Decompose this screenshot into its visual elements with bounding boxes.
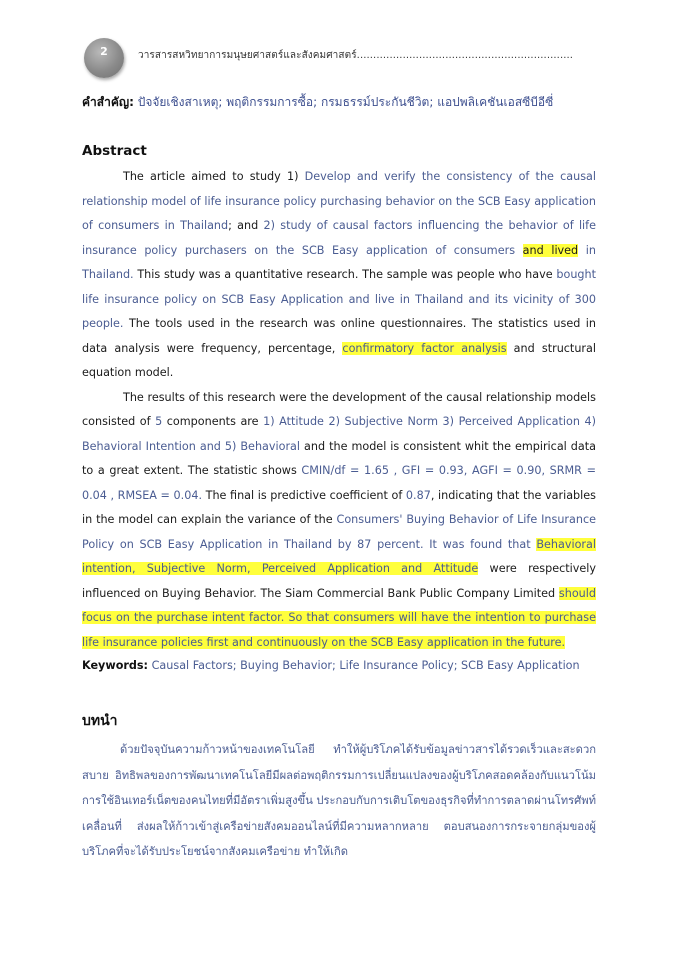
abstract-text: 2) study of causal factors influencing the behavior of life insurance policy purchasers on the SCB Easy application of consumers	[82, 219, 596, 257]
english-keywords	[82, 659, 580, 672]
abstract-paragraph-1	[82, 165, 596, 386]
thai-keywords-label: คำสำคัญ:	[82, 95, 134, 109]
abstract-text: Consumers' Buying Behavior of Life Insurance Policy on SCB Easy Application in Thailand by 87 percent. It was found that	[82, 513, 596, 551]
page-number: 2	[100, 45, 108, 58]
abstract-text: components are	[162, 415, 264, 428]
highlighted-text: should focus on the purchase intent factor. So that consumers will have the intention to purchase life insurance policies first and continuously on the SCB Easy application in the future.	[82, 586, 596, 649]
abstract-text: 0.87	[405, 488, 431, 502]
keywords-value: Causal Factors; Buying Behavior; Life Insurance Policy; SCB Easy Application	[151, 659, 580, 672]
abstract-body	[82, 165, 596, 655]
abstract-text: and structural equation model.	[82, 341, 596, 379]
thai-keywords-value: ปัจจัยเชิงสาเหตุ; พฤติกรรมการซื้อ; กรมธรรม์ประกันชีวิต; แอปพลิเคชันเอสซีบีอีซี่	[137, 95, 554, 109]
introduction-paragraph: ด้วยปัจจุบันความก้าวหน้าของเทคโนโลยี ทำให้ผู้บริโภคได้รับข้อมูลข่าวสารได้รวดเร็วและสะดวกสบาย อิทธิพลของการพัฒนาเทคโนโลยีมีผลต่อพฤติกรรมการเปลี่ยนแปลงของผู้บริโภคสอดคล้องกับแนวโน้มการใช้อินเทอร์เน็ตของคนไทยที่มีอัตราเพิ่มสูงขึ้น ประกอบกับการเติบโตของธุรกิจที่ทำการตลาดผ่านโทรศัพท์เคลื่อนที่ ส่งผลให้ก้าวเข้าสู่เครือข่ายสังคมออนไลน์ที่มีความหลากหลาย ตอบสนองการกระจายกลุ่มของผู้บริโภคที่จะได้รับประโยชน์จากสังคมเครือข่าย ทำให้เกิด	[82, 743, 597, 858]
abstract-text: , indicating that the variables in the model can explain the variance of the	[82, 488, 596, 526]
abstract-text: bought life insurance policy on SCB Easy Application and live in Thailand and its vicinity of 300 people.	[82, 268, 596, 330]
abstract-text: in Thailand.	[82, 243, 596, 281]
thai-keywords	[82, 93, 622, 112]
abstract-text: The final is predictive coefficient of	[202, 488, 406, 502]
abstract-text: ; and	[228, 219, 264, 232]
abstract-text: This study was a quantitative research. The sample was people who have	[133, 268, 557, 281]
highlighted-text: confirmatory factor analysis	[342, 341, 507, 355]
abstract-text: The article aimed to study 1)	[123, 170, 305, 183]
abstract-text: The results of this research were the development of the causal relationship models consisted of	[82, 390, 596, 428]
abstract-text: CMIN/df = 1.65 , GFI = 0.93, AGFI = 0.90, SRMR = 0.04 , RMSEA = 0.04.	[82, 464, 596, 502]
abstract-paragraph-2	[82, 386, 596, 656]
keywords-label: Keywords:	[82, 659, 149, 672]
page-number-badge	[84, 38, 124, 78]
abstract-text: were respectively influenced on Buying Behavior. The Siam Commercial Bank Public Company Limited	[82, 562, 596, 600]
highlighted-text: and lived	[522, 243, 579, 257]
abstract-text: 1) Attitude 2) Subjective Norm 3) Perceived Application 4) Behavioral Intention and 5) Behavioral	[82, 415, 596, 453]
abstract-text: The tools used in the research was online questionnaires. The statistics used in data analysis were frequency, percentage,	[82, 317, 596, 355]
introduction-body	[82, 737, 596, 865]
abstract-text: 5	[155, 415, 163, 428]
highlighted-text: Behavioral intention, Subjective Norm, Perceived Application and Attitude	[82, 537, 596, 575]
abstract-text: and the model is consistent whit the empirical data to a great extent. The statistic shows	[82, 439, 596, 477]
abstract-text: Develop and verify the consistency of the causal relationship model of life insurance policy purchasing behavior on the SCB Easy application of consumers in Thailand	[82, 170, 596, 232]
introduction-heading: บทนำ	[82, 713, 118, 729]
journal-title: วารสารสหวิทยาการมนุษยศาสตร์และสังคมศาสตร์..................................................................	[138, 50, 574, 61]
abstract-heading: Abstract	[82, 143, 147, 159]
